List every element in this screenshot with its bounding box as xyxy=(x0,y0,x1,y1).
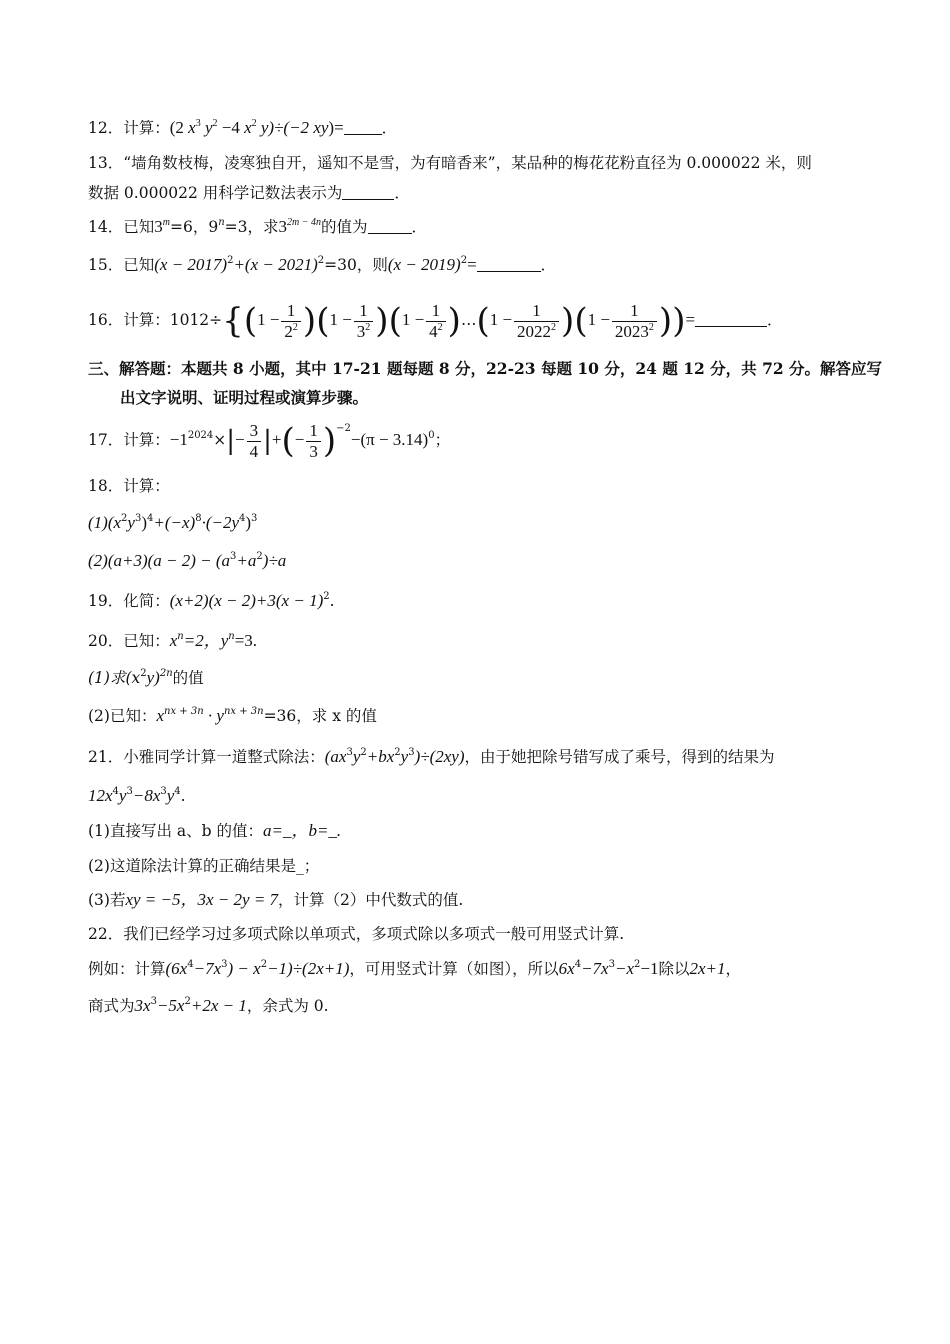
question-18: 18．计算： xyxy=(88,477,170,495)
question-15: 15．已知$(x - 2017)^2+(x - 2021)^2=30$，则$(x - 2019)^2=$ ． xyxy=(88,255,557,274)
question-21-part2: (2)这道除法计算的正确结果是_； xyxy=(88,857,320,875)
answer-blank[interactable] xyxy=(477,257,541,272)
question-20-part2: (2)已知：$x^{nx + 3n} \cdot y^{nx + 3n}=36$，求 x 的值 xyxy=(88,706,377,725)
question-19: 19．化简：$(x+2)(x - 2)+3(x - 1)^2$. xyxy=(88,591,335,610)
question-20: 20．已知：$x^n=2$，$y^n=3$. xyxy=(88,631,258,650)
question-12: 12．计算：(2 $x^3$ $y^2 -4$ $x^2$ y)÷(−2 xy)= ． xyxy=(88,118,398,137)
question-20-part1: (1)求$(x^2y)^{2n}$的值 xyxy=(88,668,204,687)
question-14: 14．已知$3^m=6$，$9^n=3$，求$3^{2m - 4n}$的值为 ． xyxy=(88,217,428,236)
question-18-part2: $(2)(a+3)(a - 2) - (a^3+a^2)\div a$ xyxy=(88,551,287,570)
question-18-part1: $(1)(x^2y^3)^4+(-x)^8\cdot(-2y^4)^3$ xyxy=(88,513,258,532)
question-21-part1: (1)直接写出 a、b 的值：a=_，b=_. xyxy=(88,821,342,840)
question-17: 17．计算：$-1^{2024}\times|-$ $\frac{3}{4}$ |+(− $\frac{1}{3}$ )$^{-2}-(\pi - 3.14)^0$； xyxy=(88,420,451,461)
question-21-part3: (3)若xy = −5，3x − 2y = 7，计算（2）中代数式的值. xyxy=(88,890,464,909)
section-3-heading-cont: 出文字说明、证明过程或演算步骤。 xyxy=(120,388,369,407)
answer-blank[interactable] xyxy=(368,219,412,234)
question-16: 16．计算：1012÷{(1 − $\frac{1}{2^2}$ )(1 − $\frac{1}{3^2}$ )(1 − $\frac{1}{4^2}$ )…(1 − $\frac{1}{2022^2}$ )(1 − $\frac{1}{2023^2}$ ))= ． xyxy=(88,300,783,341)
question-22-line3: 商式为$3x^3-5x^2+2x - 1$，余式为 0. xyxy=(88,996,329,1015)
question-21-line2: $12x^4y^3-8x^3y^4$. xyxy=(88,786,186,805)
question-22-line1: 22．我们已经学习过多项式除以单项式，多项式除以多项式一般可用竖式计算. xyxy=(88,925,625,943)
question-22-line2: 例如：计算$(6x^4-7x^3) - x^2-1)\div(2x+1)$，可用竖式计算（如图），所以$6x^4-7x^3-x^2-1$除以2x+1， xyxy=(88,959,742,978)
q12-expression: (2 $x^3$ $y^2 -4$ $x^2$ y)÷(−2 xy)= xyxy=(169,118,344,137)
question-21-line1: 21．小雅同学计算一道整式除法：$(ax^3y^2+bx^2y^3)\div(2xy)$，由于她把除号错写成了乘号，得到的结果为 xyxy=(88,747,775,766)
section-3-heading: 三、解答题：本题共 8 小题，其中 17-21 题每题 8 分，22-23 每题 10 分，24 题 12 分，共 72 分。解答应写 xyxy=(88,359,883,378)
q12-label: 12．计算： xyxy=(88,119,170,137)
question-13-line1: 13．“墙角数枝梅，凌寒独自开，遥知不是雪，为有暗香来”，某品种的梅花花粉直径为 0.000022 米，则 xyxy=(88,154,812,172)
answer-blank[interactable] xyxy=(695,312,767,327)
question-13-line2: 数据 0.000022 用科学记数法表示为 ． xyxy=(88,184,410,202)
answer-blank[interactable] xyxy=(342,185,394,200)
answer-blank[interactable] xyxy=(344,120,382,135)
